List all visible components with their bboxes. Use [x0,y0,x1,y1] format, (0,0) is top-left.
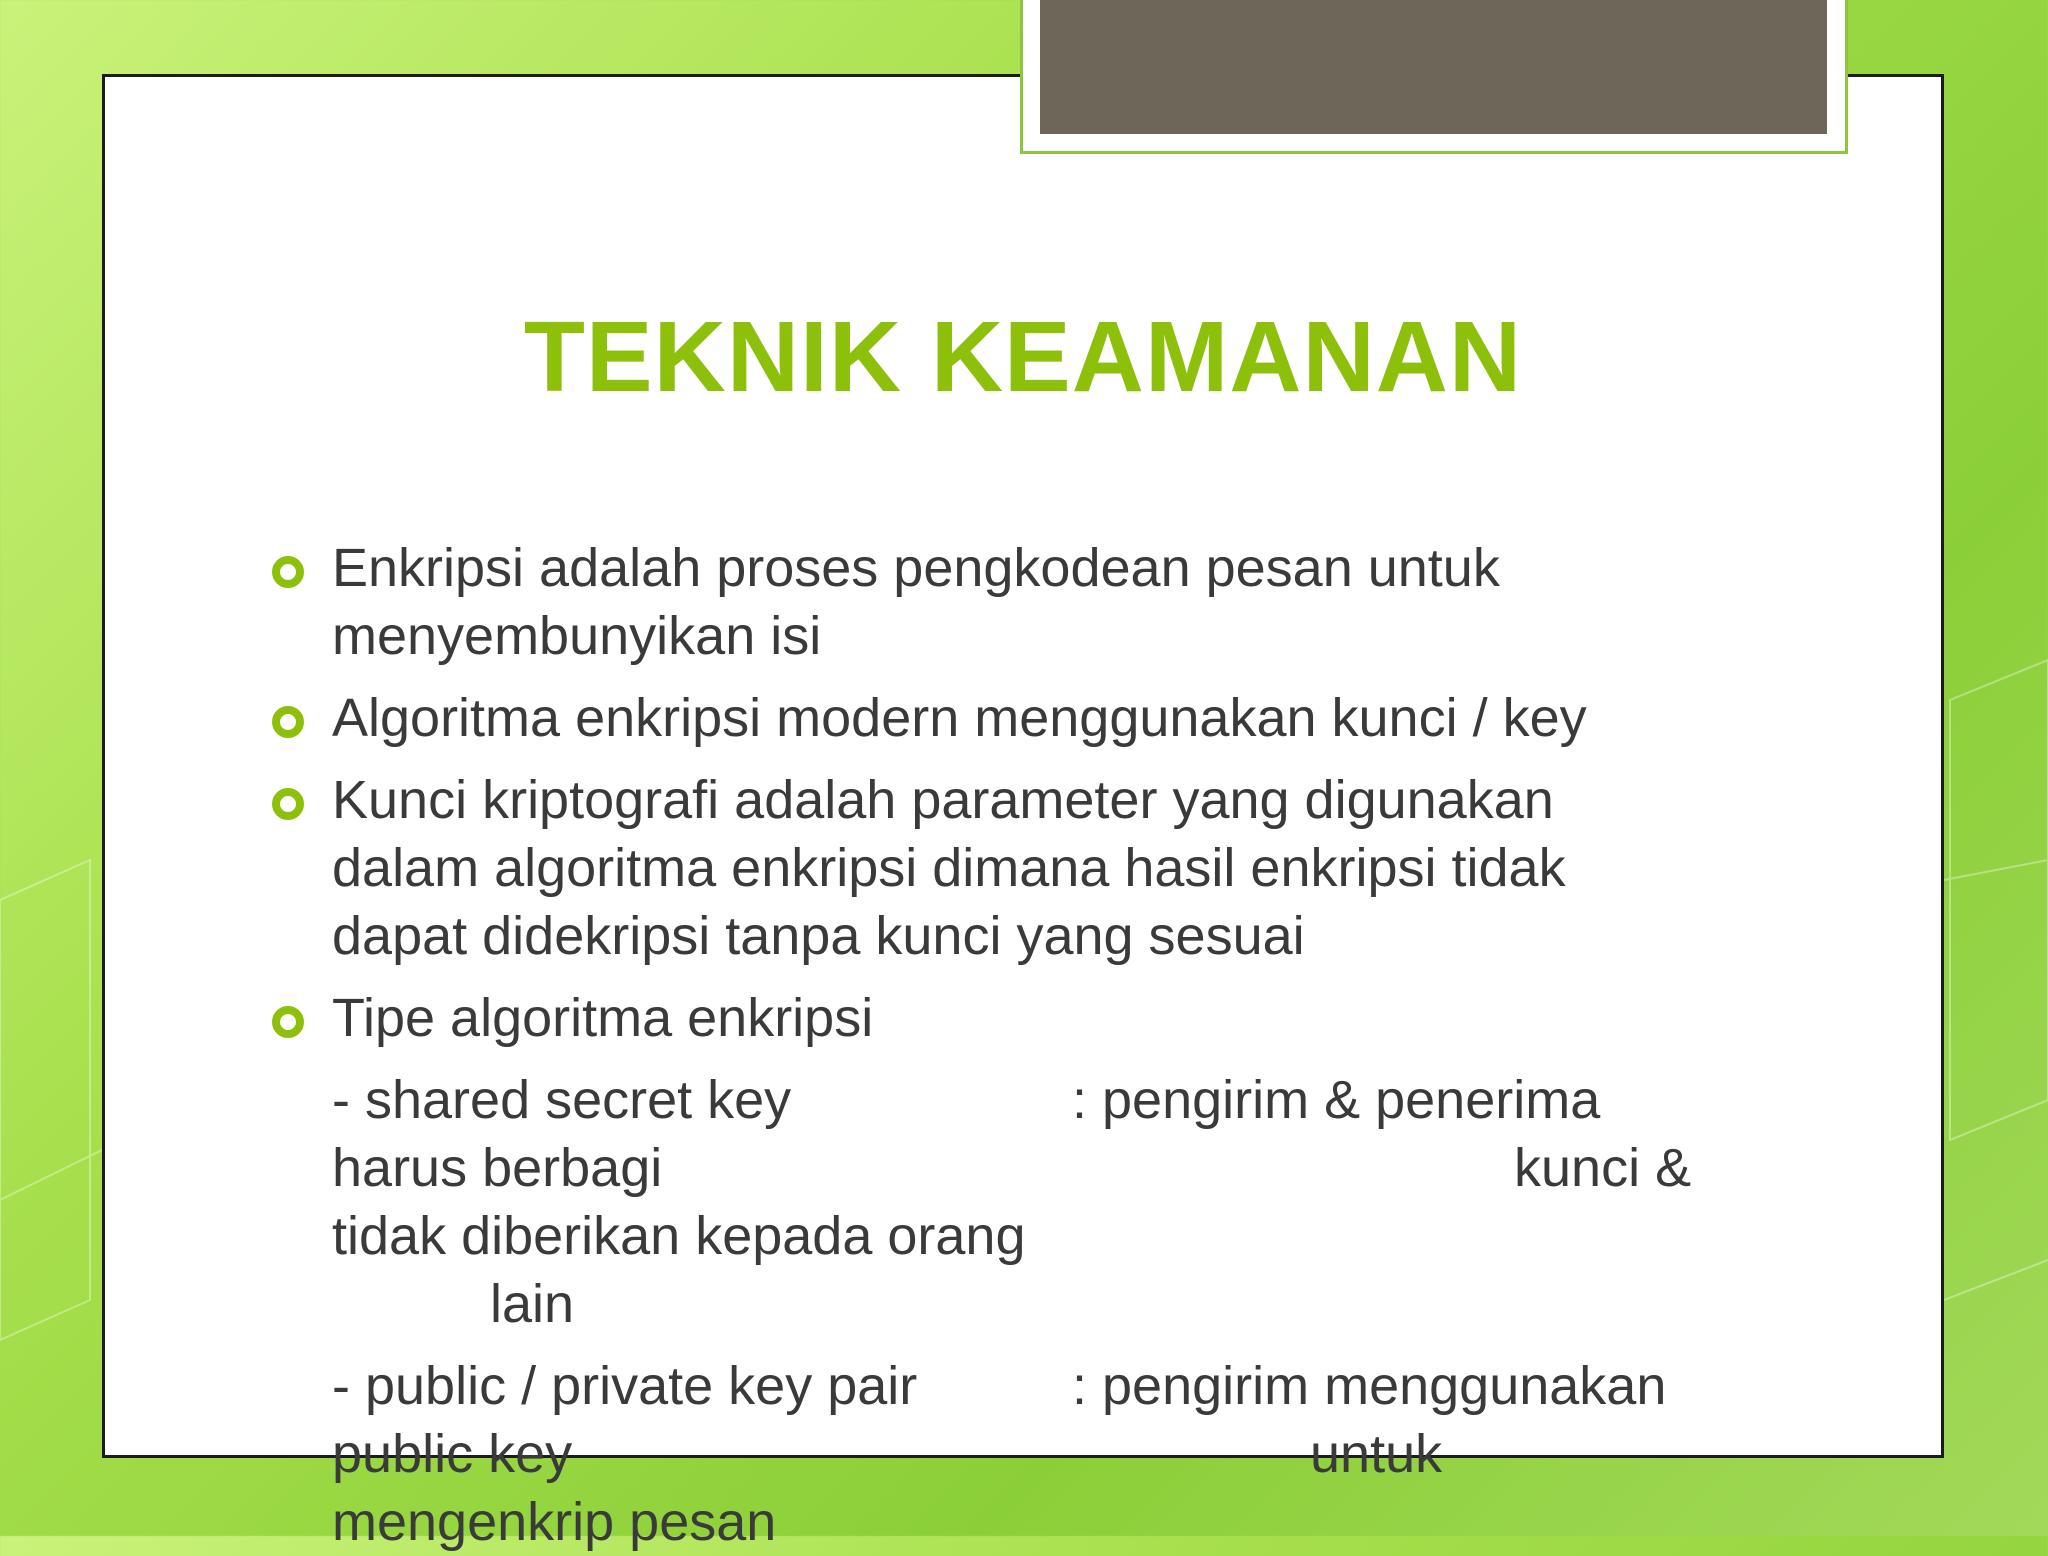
type-1-desc-3: kunci & [1514,1138,1692,1198]
type-2-desc-1: : pengirim menggunakan [1072,1356,1667,1416]
type-2-desc-2: public key [332,1424,573,1484]
bullet-1-line-2: menyembunyikan isi [332,606,822,666]
type-1-desc-1: : pengirim & penerima [1072,1070,1601,1130]
slide-title: TEKNIK KEAMANAN [523,301,1523,413]
bullet-3-line-1: Kunci kriptografi adalah parameter yang digunakan [332,770,1554,830]
bullet-3-line-2: dalam algoritma enkripsi dimana hasil enkripsi tidak [332,838,1566,898]
type-2-desc-4: mengenkrip pesan [332,1492,777,1552]
bullet-3-line-3: dapat didekripsi tanpa kunci yang sesuai [332,906,1305,966]
bullet-1-line-1: Enkripsi adalah proses pengkodean pesan untuk [332,538,1500,598]
type-1-desc-4: tidak diberikan kepada orang [332,1206,1026,1266]
bullet-icon [272,706,304,738]
type-1-desc-5: lain [490,1274,575,1334]
bullet-4-line-1: Tipe algoritma enkripsi [332,988,874,1048]
type-1-name: - shared secret key [332,1070,792,1130]
type-2-desc-3: untuk [1310,1424,1443,1484]
bullet-icon [272,1006,304,1038]
type-1-desc-2: harus berbagi [332,1138,663,1198]
bullet-icon [272,556,304,588]
bullet-icon [272,788,304,820]
type-2-name: - public / private key pair [332,1356,918,1416]
bullet-2-line-1: Algoritma enkripsi modern menggunakan kunci / key [332,688,1587,748]
